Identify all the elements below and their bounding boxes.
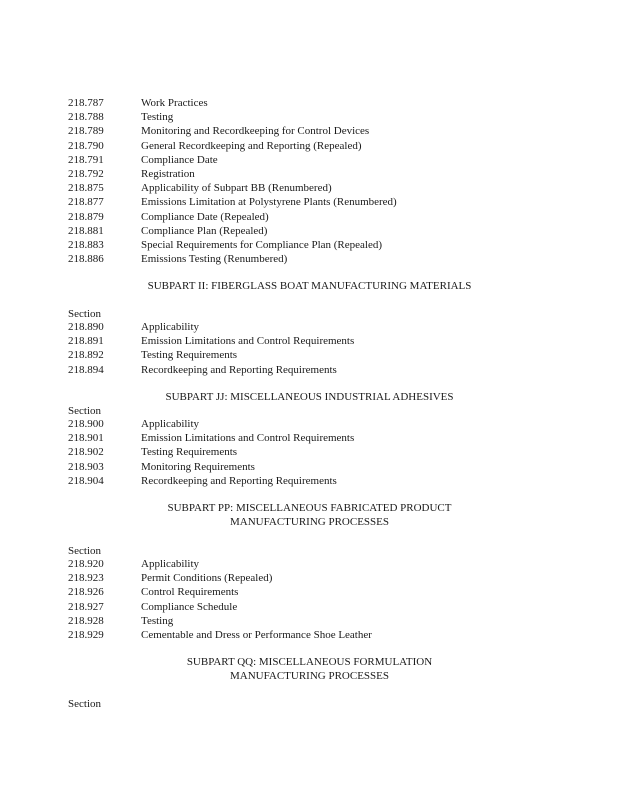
list-item <box>68 238 568 252</box>
list-item <box>68 460 568 474</box>
section-number: 218.929 <box>68 628 104 641</box>
section-title: Applicability <box>141 418 200 430</box>
section-number: 218.901 <box>68 432 104 445</box>
subpart-jj-list <box>68 417 568 488</box>
section-title: Permit Conditions (Repealed) <box>141 572 273 585</box>
section-title: Emissions Testing (Renumbered) <box>141 253 288 266</box>
list-item <box>68 139 568 153</box>
list-item <box>68 628 568 642</box>
section-title: Recordkeeping and Reporting Requirements <box>141 363 337 376</box>
subpart-pp-heading-line2: MANUFACTURING PROCESSES <box>229 516 390 528</box>
section-number: 218.926 <box>68 586 104 599</box>
subpart-qq-heading-line1: SUBPART QQ: MISCELLANEOUS FORMULATION <box>186 656 433 668</box>
list-item <box>68 334 568 348</box>
list-item <box>68 210 568 224</box>
list-item <box>68 195 568 209</box>
section-number: 218.890 <box>68 321 104 333</box>
section-title: Compliance Schedule <box>141 600 238 613</box>
section-number: 218.789 <box>68 125 104 138</box>
section-number: 218.902 <box>68 446 104 459</box>
section-number: 218.904 <box>68 474 104 487</box>
section-number: 218.792 <box>68 167 104 180</box>
section-title: Testing Requirements <box>141 349 238 362</box>
section-number: 218.788 <box>68 111 104 124</box>
list-item <box>68 557 568 571</box>
section-title: Monitoring Requirements <box>141 460 255 473</box>
subpart-pp-heading-line1: SUBPART PP: MISCELLANEOUS FABRICATED PRODUCT <box>167 502 452 514</box>
section-title: Registration <box>141 167 195 180</box>
section-title: Applicability <box>141 321 200 333</box>
section-number: 218.881 <box>68 224 104 237</box>
section-title: Emission Limitations and Control Requirements <box>141 335 355 348</box>
list-item <box>68 124 568 138</box>
section-title: Work Practices <box>141 97 208 109</box>
section-title: Emissions Limitation at Polystyrene Plants (Renumbered) <box>141 196 397 209</box>
list-item <box>68 363 568 377</box>
section-label: Section <box>68 405 101 417</box>
section-list-continued <box>68 96 568 266</box>
section-number: 218.891 <box>68 335 104 348</box>
list-item <box>68 585 568 599</box>
section-title: General Recordkeeping and Reporting (Repealed) <box>141 139 362 152</box>
section-number: 218.875 <box>68 182 104 195</box>
list-item <box>68 96 568 110</box>
list-item <box>68 167 568 181</box>
section-number: 218.892 <box>68 349 104 362</box>
section-title: Applicability of Subpart BB (Renumbered) <box>141 182 332 195</box>
list-item <box>68 153 568 167</box>
section-title: Compliance Date <box>141 153 218 166</box>
section-number: 218.883 <box>68 238 104 251</box>
section-number: 218.927 <box>68 600 104 613</box>
list-item <box>68 474 568 488</box>
section-number: 218.903 <box>68 460 104 473</box>
section-number: 218.923 <box>68 572 104 585</box>
subpart-pp-list <box>68 557 568 642</box>
section-title: Testing <box>141 111 174 124</box>
section-title: Cementable and Dress or Performance Shoe Leather <box>141 628 372 641</box>
section-title: Compliance Plan (Repealed) <box>141 224 268 237</box>
section-number: 218.791 <box>68 153 104 166</box>
list-item <box>68 614 568 628</box>
section-title: Control Requirements <box>141 586 239 599</box>
section-title: Testing <box>141 614 174 627</box>
list-item <box>68 224 568 238</box>
list-item <box>68 431 568 445</box>
section-title: Applicability <box>141 558 200 570</box>
list-item <box>68 445 568 459</box>
list-item <box>68 600 568 614</box>
section-number: 218.886 <box>68 253 104 266</box>
section-number: 218.928 <box>68 614 104 627</box>
section-number: 218.920 <box>68 558 104 570</box>
section-number: 218.900 <box>68 418 104 430</box>
subpart-ii-list <box>68 320 568 377</box>
section-label: Section <box>68 698 101 710</box>
section-number: 218.894 <box>68 363 104 376</box>
section-title: Monitoring and Recordkeeping for Control Devices <box>141 125 370 138</box>
list-item <box>68 417 568 431</box>
list-item <box>68 110 568 124</box>
section-title: Special Requirements for Compliance Plan (Repealed) <box>141 238 383 251</box>
section-title: Emission Limitations and Control Requirements <box>141 432 355 445</box>
section-label: Section <box>68 545 101 557</box>
section-title: Recordkeeping and Reporting Requirements <box>141 474 337 487</box>
section-label: Section <box>68 308 101 320</box>
section-title: Compliance Date (Repealed) <box>141 210 269 223</box>
list-item <box>68 181 568 195</box>
subpart-qq-heading-line2: MANUFACTURING PROCESSES <box>229 670 390 682</box>
section-title: Testing Requirements <box>141 446 238 459</box>
section-number: 218.877 <box>68 196 104 209</box>
section-number: 218.787 <box>68 97 104 109</box>
subpart-jj-heading: SUBPART JJ: MISCELLANEOUS INDUSTRIAL ADHESIVES <box>165 391 454 403</box>
section-number: 218.879 <box>68 210 104 223</box>
list-item <box>68 348 568 362</box>
list-item <box>68 252 568 266</box>
list-item <box>68 571 568 585</box>
subpart-ii-heading: SUBPART II: FIBERGLASS BOAT MANUFACTURING MATERIALS <box>147 280 472 292</box>
list-item <box>68 320 568 334</box>
section-number: 218.790 <box>68 139 104 152</box>
